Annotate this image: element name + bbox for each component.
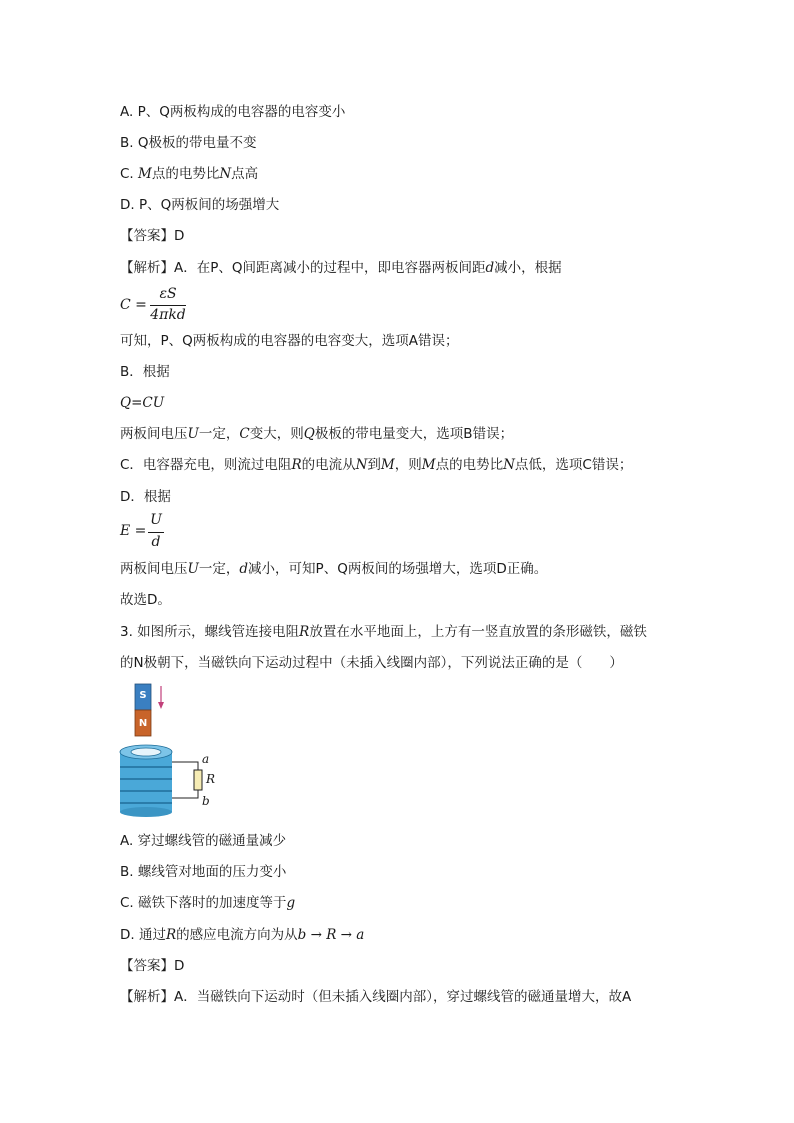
q3-explanation-a: 【解析】A．当磁铁向下运动时（但未插入线圈内部），穿过螺线管的磁通量增大，故A (120, 989, 632, 1005)
text: 两板间电压 (120, 426, 188, 442)
q2-explanation-d-head: D．根据 (120, 489, 171, 505)
magnet-n-label: N (138, 718, 148, 729)
var-n: N (503, 457, 515, 473)
var-r: R (299, 624, 310, 640)
text: 变大，则 (249, 426, 304, 442)
var-m: M (138, 166, 152, 182)
var-u: U (187, 426, 199, 442)
q3-stem-line2: 的N极朝下，当磁铁向下运动过程中（未插入线圈内部），下列说法正确的是（ ） (120, 655, 623, 671)
formula-numerator: U (150, 512, 162, 528)
formula-q-cu: Q=CU (120, 395, 165, 411)
text: 减小，可知P、Q两板间的场强增大，选项D正确。 (248, 561, 548, 577)
text: 点的电势比 (151, 166, 220, 182)
text: 点低，选项C错误； (514, 457, 633, 473)
q2-choose: 故选D。 (120, 592, 171, 608)
q3-answer: 【答案】D (120, 958, 185, 974)
var-n: N (355, 457, 368, 473)
magnet-s-label: S (139, 690, 147, 701)
text: 放置在水平地面上，上方有一竖直放置的条形磁铁，磁铁 (309, 624, 647, 640)
resistor-label: R (206, 772, 216, 786)
motion-arrow-head (158, 702, 164, 709)
coil-opening (131, 748, 161, 756)
var-u: U (187, 561, 199, 577)
q3-option-b: B. 螺线管对地面的压力变小 (120, 864, 287, 880)
text: 点的电势比 (435, 457, 504, 473)
q2-option-a: A. P、Q两板构成的电容器的电容变小 (120, 104, 346, 120)
q2-explanation-b-head: B．根据 (120, 364, 170, 380)
text: C. (120, 166, 139, 182)
q3-option-c (120, 893, 295, 913)
var-m: M (421, 457, 436, 473)
text: 的感应电流方向为从 (176, 927, 298, 943)
fraction-bar (148, 532, 164, 533)
q2-answer: 【答案】D (120, 228, 185, 244)
formula-numerator: εS (159, 286, 177, 302)
q2-explanation-d (120, 559, 547, 579)
solenoid-magnet-figure (110, 680, 230, 820)
text: 减小，根据 (494, 260, 562, 276)
text: 两板间电压 (120, 561, 188, 577)
formula-capacitance (120, 286, 200, 326)
text: 一定， (198, 426, 240, 442)
text: 点高 (231, 166, 259, 182)
coil-bottom (120, 807, 172, 817)
text: C．电容器充电，则流过电阻 (120, 457, 292, 473)
current-path: b → R → a (297, 927, 365, 943)
q3-option-d (120, 925, 364, 945)
q2-explanation-b (120, 424, 513, 444)
text: C. 磁铁下落时的加速度等于 (120, 895, 287, 911)
text: ，则 (394, 457, 422, 473)
text: 3. 如图所示，螺线管连接电阻 (120, 624, 300, 640)
var-c: C (239, 426, 250, 442)
q2-explanation-c (120, 455, 632, 475)
var-g: g (286, 895, 296, 911)
text: 的电流从 (301, 457, 356, 473)
text: 到 (367, 457, 381, 473)
formula-field-strength (120, 512, 180, 554)
terminal-a-label: a (202, 752, 210, 766)
wire-top (172, 762, 198, 770)
formula-lhs: E = (120, 523, 147, 539)
var-q: Q (303, 426, 315, 442)
var-d: d (485, 260, 495, 276)
var-r: R (291, 457, 302, 473)
resistor (194, 770, 202, 790)
text: D. 通过 (120, 927, 166, 943)
terminal-b-label: b (202, 794, 210, 808)
q3-stem-line1 (120, 622, 647, 642)
q2-option-d: D. P、Q两板间的场强增大 (120, 197, 280, 213)
formula-denominator: d (151, 534, 161, 550)
var-n: N (219, 166, 232, 182)
formula-lhs: C = (120, 297, 147, 313)
text: 一定， (198, 561, 240, 577)
text: 【解析】A．在P、Q间距离减小的过程中，即电容器两板间距 (120, 260, 486, 276)
q2-option-b: B. Q极板的带电量不变 (120, 135, 257, 151)
q2-explanation-a (120, 258, 562, 278)
text: 极板的带电量变大，选项B错误； (314, 426, 514, 442)
var-r: R (165, 927, 177, 943)
q2-option-c (120, 164, 258, 184)
fraction-bar (150, 305, 186, 306)
var-m: M (380, 457, 395, 473)
var-d: d (239, 561, 249, 577)
wire-bottom (172, 790, 198, 798)
figure-drawing (110, 680, 230, 820)
q2-explanation-a-conclusion: 可知，P、Q两板构成的电容器的电容变大，选项A错误； (120, 333, 459, 349)
q3-option-a: A. 穿过螺线管的磁通量减少 (120, 833, 287, 849)
formula-denominator: 4πkd (150, 307, 186, 323)
